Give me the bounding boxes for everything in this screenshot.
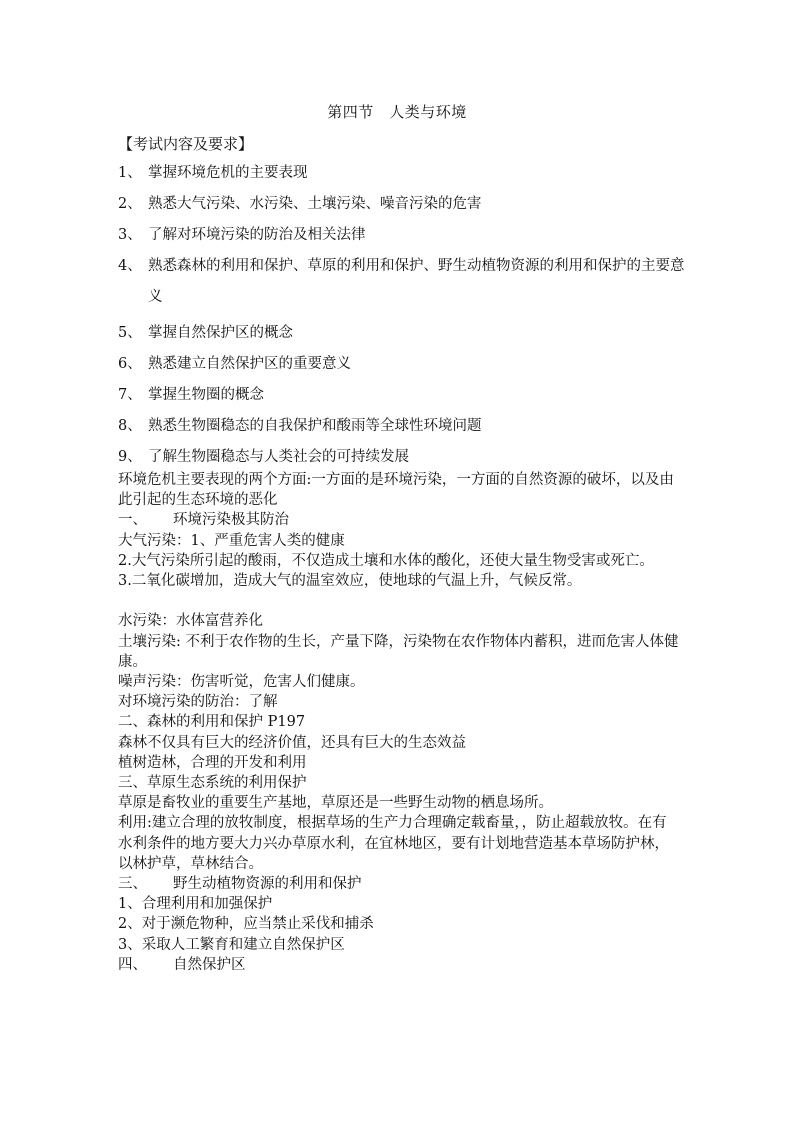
section-title: 野生动植物资源的利用和保护 [173,876,362,893]
list-item [118,323,698,344]
paragraph: 2.大气污染所引起的酸雨，不仅造成土壤和水体的酸化，还使大量生物受害或死亡。 [118,552,654,569]
paragraph: 1、合理利用和加强保护 [118,896,273,913]
item-text: 掌握生物圈的概念 [148,387,264,403]
item-number: 6、 [118,356,142,372]
item-number: 2、 [118,196,142,212]
list-item [118,447,698,468]
list-item [118,163,698,184]
section-number: 四、 [118,956,147,973]
blank-line [118,591,680,611]
item-number: 8、 [118,418,142,434]
item-text: 掌握环境危机的主要表现 [148,165,308,181]
paragraph: 3.二氧化碳增加，造成大气的温室效应，使地球的气温上升，气候反常。 [118,573,582,590]
item-text: 熟悉生物圈稳态的自我保护和酸雨等全球性环境问题 [148,418,482,434]
list-item [118,416,698,437]
list-item [118,194,698,215]
list-item [118,225,698,246]
requirements-list [118,163,698,478]
item-text: 熟悉森林的利用和保护、草原的利用和保护、野生动植物资源的利用和保护的主要意义 [148,258,685,305]
paragraph: 水污染：水体富营养化 [118,613,263,630]
body-text [118,470,680,975]
section-heading-3: 三、草原生态系统的利用保护 [118,775,307,792]
item-number: 7、 [118,387,142,403]
paragraph: 森林不仅具有巨大的经济价值，还具有巨大的生态效益 [118,734,466,751]
section-title: 自然保护区 [173,956,246,973]
requirements-heading: 【考试内容及要求】 [118,135,254,153]
paragraph: 植树造林，合理的开发和利用 [118,754,307,771]
page-title: 第四节 人类与环境 [327,103,467,121]
item-number: 1、 [118,165,142,181]
item-number: 4、 [118,258,142,274]
section-heading-5 [118,955,680,975]
section-heading-1 [118,510,680,530]
paragraph: 土壤污染: 不利于农作物的生长，产量下降，污染物在农作物体内蓄积，进而危害人体健康。 [118,633,679,670]
list-item [118,354,698,375]
paragraph: 大气污染：1、严重危害人类的健康 [118,532,345,549]
section-title: 环境污染极其防治 [173,512,289,529]
paragraph: 2、对于濒危物种，应当禁止采伐和捕杀 [118,916,374,933]
paragraph: 3、采取人工繁育和建立自然保护区 [118,936,345,953]
item-number: 3、 [118,227,142,243]
section-heading-2: 二、森林的利用和保护 P197 [118,714,306,731]
item-number: 9、 [118,449,142,465]
item-text: 熟悉建立自然保护区的重要意义 [148,356,351,372]
paragraph: 草原是畜牧业的重要生产基地，草原还是一些野生动物的栖息场所。 [118,795,553,812]
item-text: 掌握自然保护区的概念 [148,325,293,341]
section-number: 三、 [118,876,147,893]
list-item [118,256,698,313]
section-number: 一、 [118,512,147,529]
item-text: 熟悉大气污染、水污染、土壤污染、噪音污染的危害 [148,196,482,212]
item-text: 了解对环境污染的防治及相关法律 [148,227,366,243]
intro-paragraph: 环境危机主要表现的两个方面:一方面的是环境污染，一方面的自然资源的破坏，以及由此引起的生态环境的恶化 [118,472,674,509]
paragraph: 噪声污染：伤害听觉，危害人们健康。 [118,674,365,691]
list-item [118,385,698,406]
paragraph: 利用:建立合理的放牧制度，根据草场的生产力合理确定载畜量，，防止超载放牧。在有水利条件的地方要大力兴办草原水利，在宜林地区，要有计划地营造基本草场防护林，以林护草，草林结合。 [118,815,669,872]
paragraph: 对环境污染的防治：了解 [118,694,278,711]
item-text: 了解生物圈稳态与人类社会的可持续发展 [148,449,409,465]
item-number: 5、 [118,325,142,341]
section-heading-4 [118,874,680,894]
